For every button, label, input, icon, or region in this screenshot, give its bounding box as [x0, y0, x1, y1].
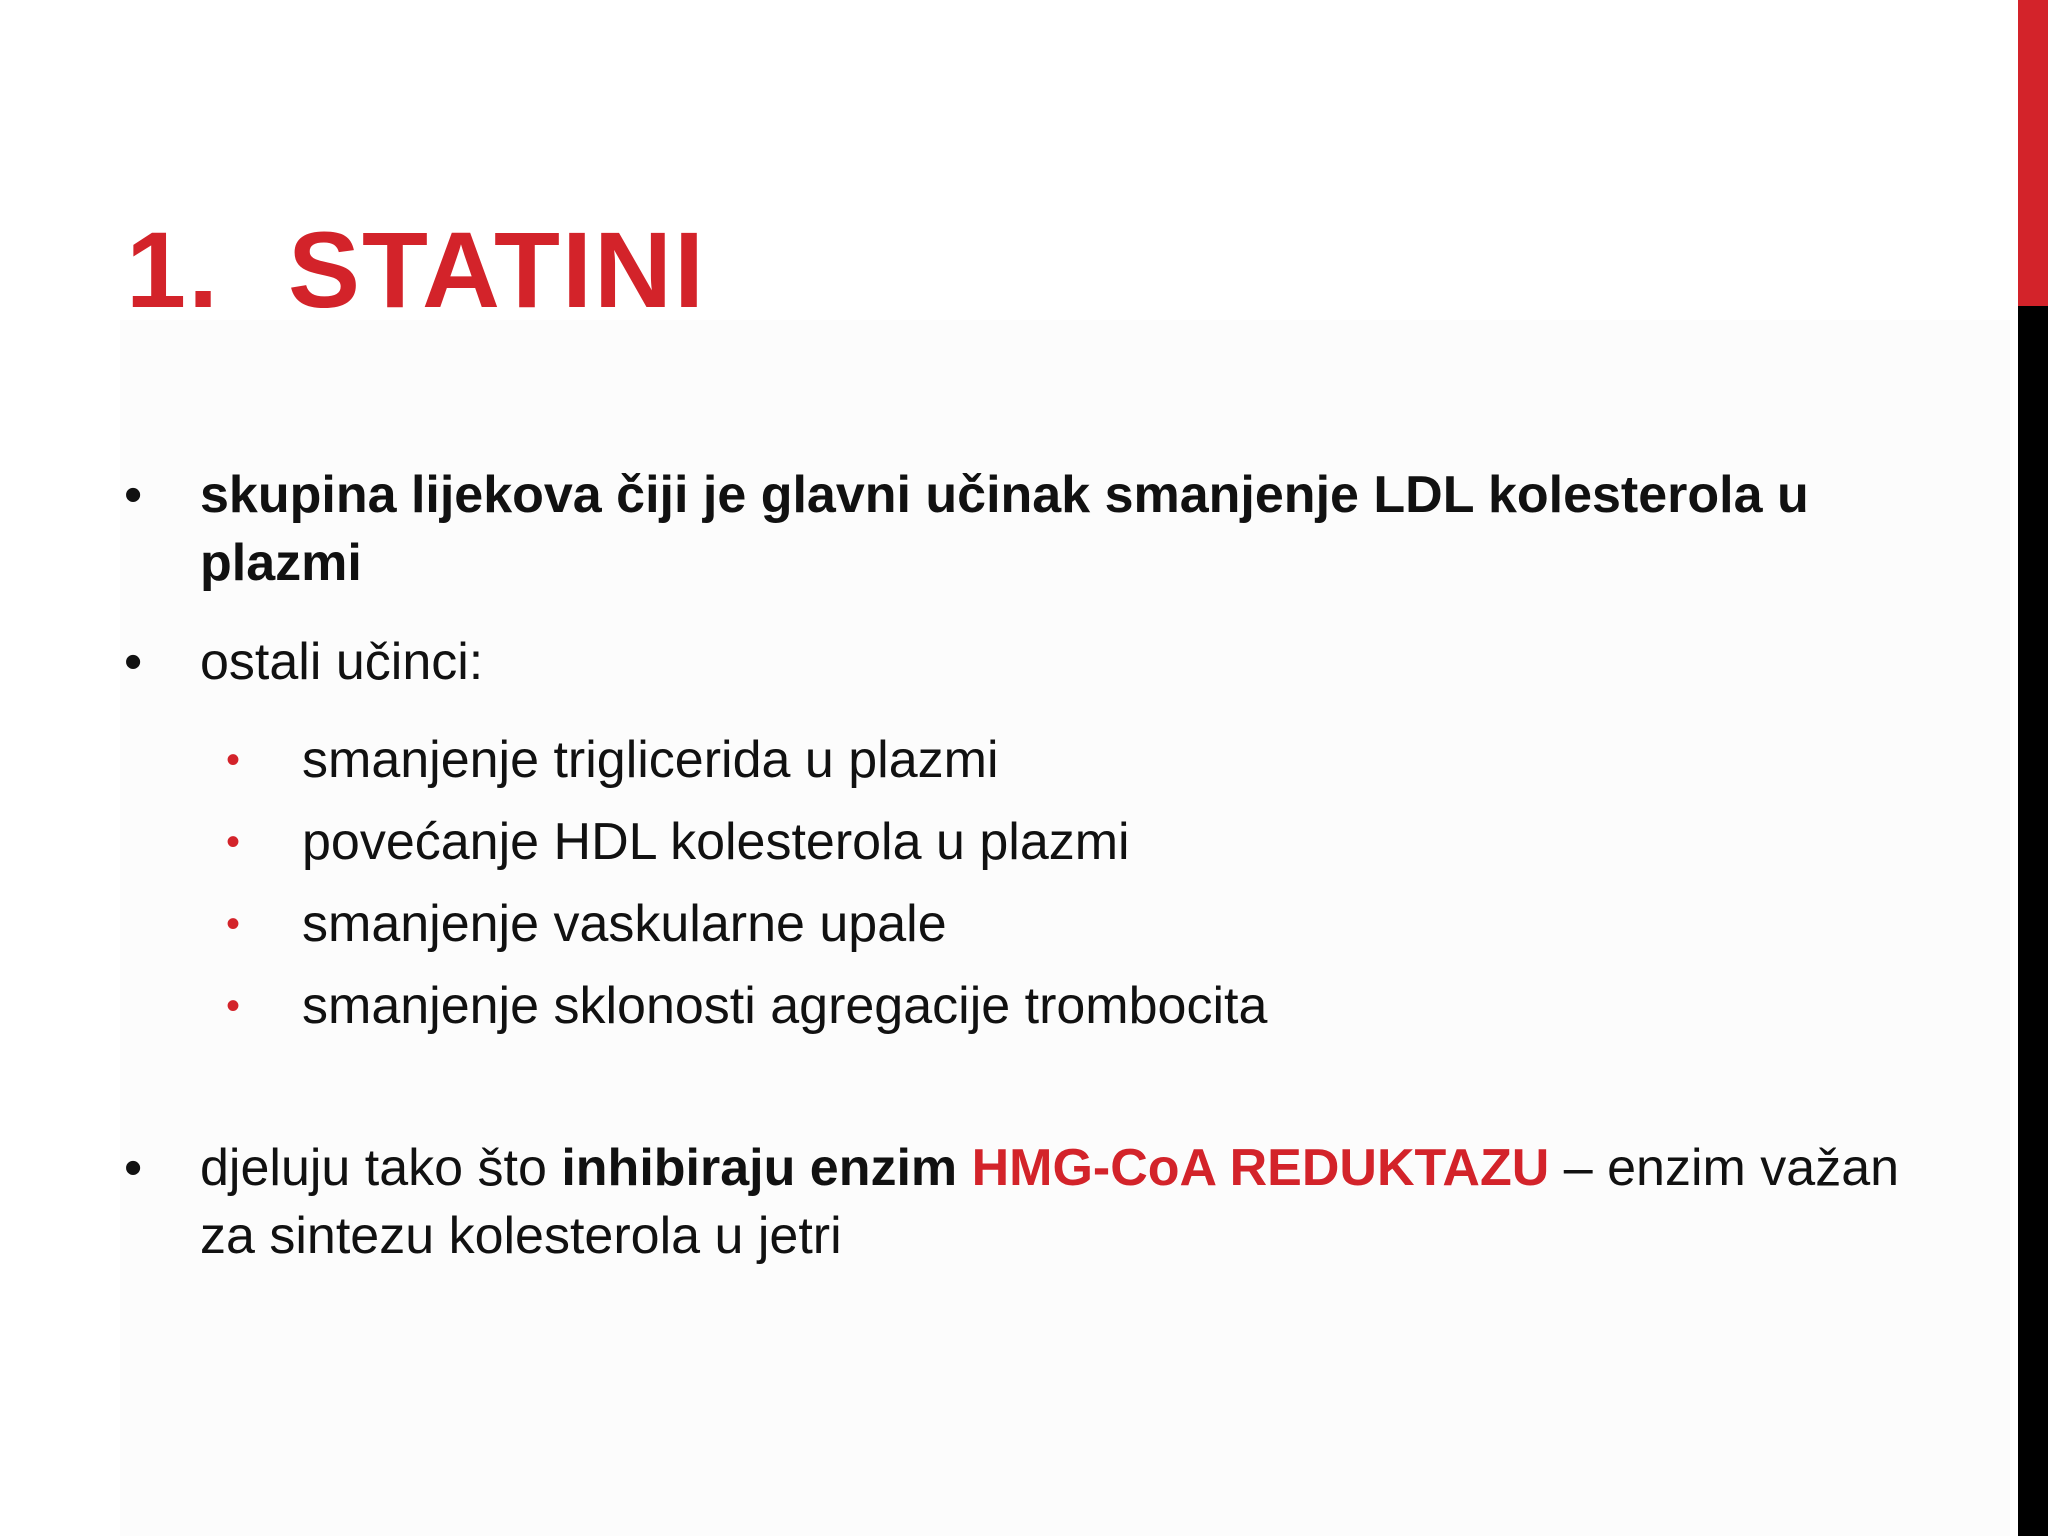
bullet-text: skupina lijekova čiji je glavni učinak smanjenje LDL kolesterola u plazmi: [200, 466, 1809, 592]
title-text: STATINI: [288, 209, 706, 330]
bullet-marker: •: [124, 466, 143, 524]
bullet-text: [200, 1134, 1940, 1270]
sub-bullet-marker: •: [226, 984, 241, 1028]
sub-bullet-text: smanjenje sklonosti agregacije trombocita: [302, 977, 1268, 1035]
slide-title: [126, 210, 706, 330]
bullet-text: ostali učinci:: [200, 633, 484, 691]
sub-bullet-text: smanjenje triglicerida u plazmi: [302, 731, 999, 789]
sub-bullet-text: smanjenje vaskularne upale: [302, 895, 947, 953]
sub-bullet-marker: •: [226, 820, 241, 864]
mechanism-tail: – enzim važan za sintezu kolesterola u jetri: [200, 1139, 1900, 1265]
accent-bar-black: [2018, 306, 2048, 1536]
mechanism-bold: inhibiraju enzim: [561, 1139, 972, 1197]
sub-bullet-text: povećanje HDL kolesterola u plazmi: [302, 813, 1130, 871]
sub-bullet-marker: •: [226, 738, 241, 782]
bullet-marker: •: [124, 1139, 143, 1197]
title-number: 1.: [126, 209, 221, 330]
sub-bullet-marker: •: [226, 902, 241, 946]
bullet-marker: •: [124, 633, 143, 691]
mechanism-lead: djeluju tako što: [200, 1139, 562, 1197]
accent-bar-red: [2018, 0, 2048, 306]
enzyme-highlight: HMG-CoA REDUKTAZU: [971, 1139, 1550, 1197]
